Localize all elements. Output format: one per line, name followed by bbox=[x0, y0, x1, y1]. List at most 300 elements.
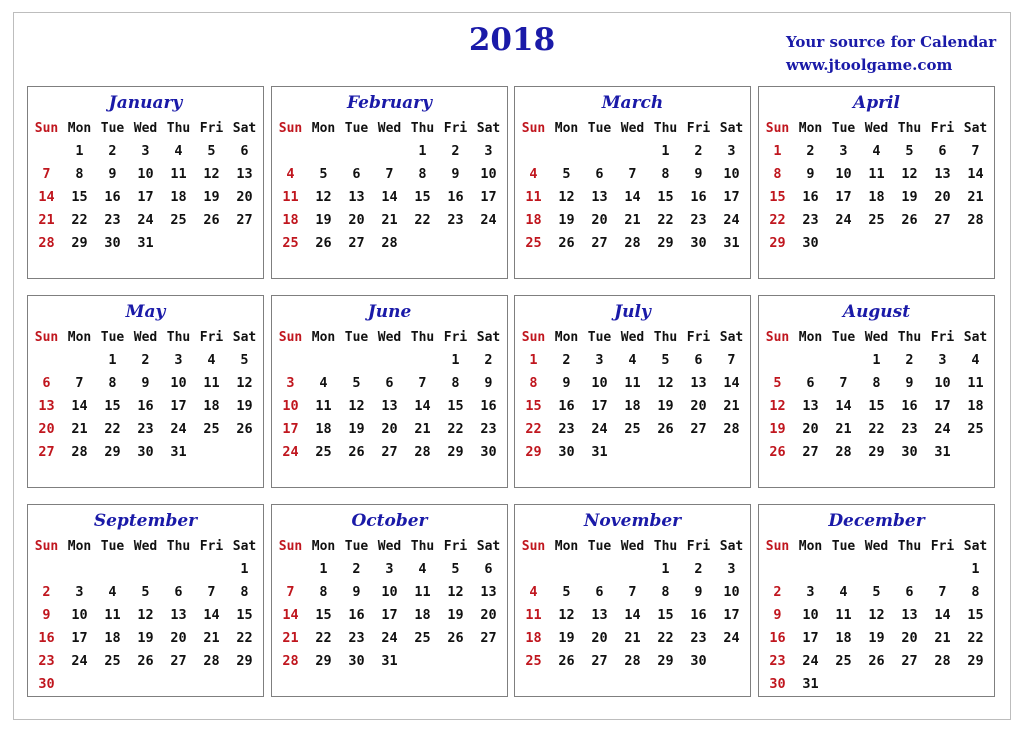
day-cell: 13 bbox=[690, 375, 707, 391]
empty-cell bbox=[827, 349, 860, 372]
weekday-header: Sun bbox=[765, 330, 790, 345]
day-cell: 2 bbox=[562, 352, 571, 368]
day-cell: 26 bbox=[236, 421, 253, 437]
day-cell: 23 bbox=[558, 421, 575, 437]
day-cell: 2 bbox=[352, 561, 361, 577]
empty-cell bbox=[162, 558, 195, 581]
day-cell: 1 bbox=[451, 352, 460, 368]
day-cell: 8 bbox=[319, 584, 328, 600]
weekday-header: Tue bbox=[100, 539, 125, 554]
day-cell: 1 bbox=[661, 143, 670, 159]
day-cell: 3 bbox=[141, 143, 150, 159]
source-website-link[interactable]: www.jtoolgame.com bbox=[786, 56, 953, 74]
day-cell: 13 bbox=[934, 166, 951, 182]
day-cell: 21 bbox=[381, 212, 398, 228]
day-cell: 14 bbox=[414, 398, 431, 414]
day-cell: 27 bbox=[934, 212, 951, 228]
day-cell: 7 bbox=[839, 375, 848, 391]
day-cell: 4 bbox=[971, 352, 980, 368]
empty-cell bbox=[794, 558, 827, 581]
month-june bbox=[271, 295, 508, 488]
month-grid bbox=[274, 535, 505, 673]
day-cell: 17 bbox=[381, 607, 398, 623]
day-cell: 9 bbox=[694, 584, 703, 600]
day-cell: 23 bbox=[104, 212, 121, 228]
month-name: June bbox=[367, 302, 412, 322]
day-cell: 24 bbox=[381, 630, 398, 646]
day-cell: 26 bbox=[447, 630, 464, 646]
day-cell: 15 bbox=[71, 189, 88, 205]
weekday-header: Wed bbox=[377, 330, 402, 345]
day-cell: 24 bbox=[591, 421, 608, 437]
empty-cell bbox=[307, 349, 340, 372]
day-cell: 17 bbox=[835, 189, 852, 205]
weekday-header: Sun bbox=[34, 330, 59, 345]
day-cell: 26 bbox=[315, 235, 332, 251]
day-cell: 10 bbox=[934, 375, 951, 391]
day-cell: 7 bbox=[75, 375, 84, 391]
day-cell: 10 bbox=[591, 375, 608, 391]
day-cell: 9 bbox=[806, 166, 815, 182]
day-cell: 3 bbox=[727, 143, 736, 159]
day-cell: 7 bbox=[42, 166, 51, 182]
day-cell: 1 bbox=[418, 143, 427, 159]
day-cell: 12 bbox=[868, 607, 885, 623]
day-cell: 22 bbox=[104, 421, 121, 437]
weekday-header: Sat bbox=[476, 539, 501, 554]
day-cell: 18 bbox=[203, 398, 220, 414]
day-cell: 20 bbox=[934, 189, 951, 205]
day-cell: 29 bbox=[525, 444, 542, 460]
day-cell: 4 bbox=[418, 561, 427, 577]
day-cell: 6 bbox=[938, 143, 947, 159]
day-cell: 13 bbox=[901, 607, 918, 623]
day-cell: 24 bbox=[723, 212, 740, 228]
day-cell: 28 bbox=[381, 235, 398, 251]
day-cell: 11 bbox=[624, 375, 641, 391]
day-cell: 22 bbox=[315, 630, 332, 646]
day-cell: 31 bbox=[137, 235, 154, 251]
day-cell: 21 bbox=[934, 630, 951, 646]
day-cell: 22 bbox=[657, 212, 674, 228]
day-cell: 29 bbox=[657, 235, 674, 251]
day-cell: 29 bbox=[657, 653, 674, 669]
day-cell: 22 bbox=[868, 421, 885, 437]
day-cell: 11 bbox=[868, 166, 885, 182]
day-cell: 8 bbox=[418, 166, 427, 182]
weekday-header: Mon bbox=[798, 539, 823, 554]
day-cell: 27 bbox=[802, 444, 819, 460]
day-cell: 30 bbox=[901, 444, 918, 460]
day-cell: 19 bbox=[769, 421, 786, 437]
month-grid bbox=[274, 117, 505, 255]
day-cell: 7 bbox=[385, 166, 394, 182]
month-name: August bbox=[842, 302, 911, 322]
day-cell: 13 bbox=[591, 607, 608, 623]
weekday-header: Fri bbox=[443, 330, 468, 345]
day-cell: 31 bbox=[170, 444, 187, 460]
day-cell: 16 bbox=[104, 189, 121, 205]
day-cell: 16 bbox=[558, 398, 575, 414]
weekday-header: Tue bbox=[831, 539, 856, 554]
day-cell: 5 bbox=[773, 375, 782, 391]
day-cell: 21 bbox=[967, 189, 984, 205]
day-cell: 24 bbox=[835, 212, 852, 228]
day-cell: 15 bbox=[315, 607, 332, 623]
weekday-header: Sat bbox=[719, 330, 744, 345]
empty-cell bbox=[550, 558, 583, 581]
day-cell: 28 bbox=[967, 212, 984, 228]
month-grid bbox=[761, 117, 992, 255]
weekday-header: Fri bbox=[199, 121, 224, 136]
empty-cell bbox=[96, 558, 129, 581]
day-cell: 27 bbox=[236, 212, 253, 228]
day-cell: 30 bbox=[104, 235, 121, 251]
day-cell: 18 bbox=[835, 630, 852, 646]
day-cell: 6 bbox=[240, 143, 249, 159]
day-cell: 4 bbox=[174, 143, 183, 159]
month-grid bbox=[30, 535, 261, 696]
day-cell: 16 bbox=[690, 607, 707, 623]
empty-cell bbox=[63, 558, 96, 581]
day-cell: 5 bbox=[352, 375, 361, 391]
day-cell: 1 bbox=[529, 352, 538, 368]
day-cell: 29 bbox=[315, 653, 332, 669]
day-cell: 31 bbox=[591, 444, 608, 460]
day-cell: 27 bbox=[901, 653, 918, 669]
day-cell: 14 bbox=[624, 189, 641, 205]
day-cell: 21 bbox=[203, 630, 220, 646]
weekday-header: Sat bbox=[232, 539, 257, 554]
month-april bbox=[758, 86, 995, 279]
day-cell: 25 bbox=[525, 653, 542, 669]
day-cell: 14 bbox=[835, 398, 852, 414]
day-cell: 22 bbox=[769, 212, 786, 228]
day-cell: 24 bbox=[802, 653, 819, 669]
day-cell: 15 bbox=[236, 607, 253, 623]
weekday-header: Sat bbox=[963, 330, 988, 345]
day-cell: 7 bbox=[418, 375, 427, 391]
day-cell: 13 bbox=[170, 607, 187, 623]
day-cell: 23 bbox=[690, 630, 707, 646]
day-cell: 23 bbox=[480, 421, 497, 437]
weekday-header: Thu bbox=[410, 330, 435, 345]
day-cell: 15 bbox=[967, 607, 984, 623]
day-cell: 26 bbox=[868, 653, 885, 669]
empty-cell bbox=[274, 558, 307, 581]
day-cell: 5 bbox=[240, 352, 249, 368]
day-cell: 17 bbox=[723, 607, 740, 623]
day-cell: 21 bbox=[624, 630, 641, 646]
weekday-header: Wed bbox=[377, 121, 402, 136]
month-november bbox=[514, 504, 751, 697]
month-name: July bbox=[614, 302, 651, 322]
day-cell: 9 bbox=[773, 607, 782, 623]
weekday-header: Wed bbox=[864, 539, 889, 554]
day-cell: 30 bbox=[690, 653, 707, 669]
day-cell: 23 bbox=[802, 212, 819, 228]
month-grid bbox=[517, 117, 748, 255]
day-cell: 5 bbox=[141, 584, 150, 600]
day-cell: 1 bbox=[661, 561, 670, 577]
day-cell: 25 bbox=[624, 421, 641, 437]
day-cell: 24 bbox=[170, 421, 187, 437]
day-cell: 16 bbox=[348, 607, 365, 623]
weekday-header: Thu bbox=[166, 330, 191, 345]
weekday-header: Thu bbox=[897, 121, 922, 136]
day-cell: 30 bbox=[769, 676, 786, 692]
day-cell: 9 bbox=[905, 375, 914, 391]
day-cell: 10 bbox=[282, 398, 299, 414]
day-cell: 29 bbox=[868, 444, 885, 460]
month-july bbox=[514, 295, 751, 488]
day-cell: 9 bbox=[562, 375, 571, 391]
month-grid bbox=[517, 326, 748, 464]
day-cell: 27 bbox=[480, 630, 497, 646]
weekday-header: Tue bbox=[100, 121, 125, 136]
weekday-header: Mon bbox=[554, 330, 579, 345]
day-cell: 25 bbox=[203, 421, 220, 437]
day-cell: 21 bbox=[414, 421, 431, 437]
day-cell: 4 bbox=[207, 352, 216, 368]
empty-cell bbox=[373, 140, 406, 163]
weekday-header: Wed bbox=[864, 330, 889, 345]
day-cell: 17 bbox=[591, 398, 608, 414]
day-cell: 11 bbox=[525, 607, 542, 623]
day-cell: 19 bbox=[236, 398, 253, 414]
month-grid bbox=[274, 326, 505, 464]
day-cell: 23 bbox=[769, 653, 786, 669]
day-cell: 12 bbox=[137, 607, 154, 623]
day-cell: 30 bbox=[690, 235, 707, 251]
source-tagline: Your source for Calendar bbox=[786, 33, 997, 51]
day-cell: 18 bbox=[525, 212, 542, 228]
weekday-header: Fri bbox=[443, 121, 468, 136]
day-cell: 27 bbox=[38, 444, 55, 460]
day-cell: 6 bbox=[385, 375, 394, 391]
day-cell: 16 bbox=[447, 189, 464, 205]
day-cell: 1 bbox=[240, 561, 249, 577]
day-cell: 22 bbox=[967, 630, 984, 646]
day-cell: 6 bbox=[174, 584, 183, 600]
day-cell: 5 bbox=[661, 352, 670, 368]
empty-cell bbox=[340, 349, 373, 372]
day-cell: 5 bbox=[319, 166, 328, 182]
day-cell: 19 bbox=[868, 630, 885, 646]
day-cell: 29 bbox=[236, 653, 253, 669]
weekday-header: Tue bbox=[831, 121, 856, 136]
weekday-header: Mon bbox=[798, 330, 823, 345]
day-cell: 2 bbox=[451, 143, 460, 159]
day-cell: 2 bbox=[694, 143, 703, 159]
day-cell: 1 bbox=[75, 143, 84, 159]
empty-cell bbox=[860, 558, 893, 581]
weekday-header: Mon bbox=[67, 539, 92, 554]
day-cell: 10 bbox=[802, 607, 819, 623]
day-cell: 7 bbox=[938, 584, 947, 600]
day-cell: 2 bbox=[141, 352, 150, 368]
day-cell: 10 bbox=[381, 584, 398, 600]
day-cell: 6 bbox=[42, 375, 51, 391]
day-cell: 23 bbox=[690, 212, 707, 228]
weekday-header: Mon bbox=[798, 121, 823, 136]
day-cell: 4 bbox=[319, 375, 328, 391]
empty-cell bbox=[373, 349, 406, 372]
day-cell: 21 bbox=[723, 398, 740, 414]
day-cell: 2 bbox=[42, 584, 51, 600]
day-cell: 8 bbox=[661, 584, 670, 600]
day-cell: 22 bbox=[657, 630, 674, 646]
day-cell: 10 bbox=[170, 375, 187, 391]
month-march bbox=[514, 86, 751, 279]
month-name: December bbox=[828, 511, 925, 531]
weekday-header: Mon bbox=[67, 121, 92, 136]
day-cell: 18 bbox=[414, 607, 431, 623]
day-cell: 27 bbox=[591, 653, 608, 669]
day-cell: 25 bbox=[414, 630, 431, 646]
empty-cell bbox=[761, 349, 794, 372]
day-cell: 3 bbox=[839, 143, 848, 159]
day-cell: 21 bbox=[835, 421, 852, 437]
day-cell: 4 bbox=[529, 584, 538, 600]
day-cell: 15 bbox=[657, 607, 674, 623]
empty-cell bbox=[30, 140, 63, 163]
day-cell: 12 bbox=[558, 189, 575, 205]
day-cell: 3 bbox=[938, 352, 947, 368]
day-cell: 21 bbox=[38, 212, 55, 228]
weekday-header: Sun bbox=[278, 121, 303, 136]
day-cell: 2 bbox=[694, 561, 703, 577]
day-cell: 12 bbox=[315, 189, 332, 205]
day-cell: 3 bbox=[385, 561, 394, 577]
day-cell: 14 bbox=[967, 166, 984, 182]
empty-cell bbox=[307, 140, 340, 163]
day-cell: 19 bbox=[315, 212, 332, 228]
day-cell: 25 bbox=[835, 653, 852, 669]
day-cell: 25 bbox=[315, 444, 332, 460]
weekday-header: Wed bbox=[620, 539, 645, 554]
day-cell: 14 bbox=[203, 607, 220, 623]
day-cell: 23 bbox=[38, 653, 55, 669]
day-cell: 12 bbox=[558, 607, 575, 623]
day-cell: 1 bbox=[872, 352, 881, 368]
day-cell: 25 bbox=[868, 212, 885, 228]
month-name: September bbox=[93, 511, 198, 531]
day-cell: 3 bbox=[286, 375, 295, 391]
day-cell: 29 bbox=[104, 444, 121, 460]
empty-cell bbox=[517, 140, 550, 163]
weekday-header: Tue bbox=[344, 121, 369, 136]
day-cell: 20 bbox=[690, 398, 707, 414]
day-cell: 28 bbox=[723, 421, 740, 437]
day-cell: 20 bbox=[480, 607, 497, 623]
day-cell: 9 bbox=[108, 166, 117, 182]
day-cell: 11 bbox=[104, 607, 121, 623]
day-cell: 10 bbox=[480, 166, 497, 182]
month-name: January bbox=[108, 93, 183, 113]
weekday-header: Fri bbox=[686, 539, 711, 554]
day-cell: 3 bbox=[174, 352, 183, 368]
weekday-header: Wed bbox=[133, 539, 158, 554]
empty-cell bbox=[340, 140, 373, 163]
day-cell: 28 bbox=[624, 235, 641, 251]
month-name: March bbox=[601, 93, 664, 113]
day-cell: 11 bbox=[835, 607, 852, 623]
day-cell: 18 bbox=[868, 189, 885, 205]
day-cell: 13 bbox=[591, 189, 608, 205]
day-cell: 22 bbox=[447, 421, 464, 437]
empty-cell bbox=[761, 558, 794, 581]
month-october bbox=[271, 504, 508, 697]
empty-cell bbox=[583, 558, 616, 581]
day-cell: 14 bbox=[624, 607, 641, 623]
day-cell: 28 bbox=[38, 235, 55, 251]
month-may bbox=[27, 295, 264, 488]
day-cell: 16 bbox=[480, 398, 497, 414]
empty-cell bbox=[274, 140, 307, 163]
day-cell: 25 bbox=[282, 235, 299, 251]
day-cell: 20 bbox=[591, 630, 608, 646]
day-cell: 20 bbox=[591, 212, 608, 228]
day-cell: 14 bbox=[71, 398, 88, 414]
day-cell: 25 bbox=[967, 421, 984, 437]
day-cell: 11 bbox=[525, 189, 542, 205]
weekday-header: Sat bbox=[476, 121, 501, 136]
month-name: May bbox=[125, 302, 166, 322]
weekday-header: Sat bbox=[963, 539, 988, 554]
day-cell: 20 bbox=[38, 421, 55, 437]
day-cell: 6 bbox=[694, 352, 703, 368]
weekday-header: Thu bbox=[410, 539, 435, 554]
day-cell: 24 bbox=[934, 421, 951, 437]
day-cell: 30 bbox=[38, 676, 55, 692]
weekday-header: Tue bbox=[344, 539, 369, 554]
day-cell: 23 bbox=[137, 421, 154, 437]
day-cell: 17 bbox=[802, 630, 819, 646]
day-cell: 19 bbox=[447, 607, 464, 623]
weekday-header: Mon bbox=[311, 330, 336, 345]
weekday-header: Sun bbox=[34, 121, 59, 136]
day-cell: 13 bbox=[348, 189, 365, 205]
weekday-header: Tue bbox=[344, 330, 369, 345]
day-cell: 1 bbox=[319, 561, 328, 577]
day-cell: 23 bbox=[901, 421, 918, 437]
day-cell: 19 bbox=[901, 189, 918, 205]
day-cell: 5 bbox=[207, 143, 216, 159]
day-cell: 1 bbox=[108, 352, 117, 368]
empty-cell bbox=[583, 140, 616, 163]
day-cell: 3 bbox=[727, 561, 736, 577]
weekday-header: Sun bbox=[521, 539, 546, 554]
month-grid bbox=[517, 535, 748, 673]
weekday-header: Fri bbox=[686, 330, 711, 345]
day-cell: 8 bbox=[240, 584, 249, 600]
day-cell: 26 bbox=[348, 444, 365, 460]
day-cell: 16 bbox=[769, 630, 786, 646]
empty-cell bbox=[406, 349, 439, 372]
day-cell: 12 bbox=[203, 166, 220, 182]
weekday-header: Thu bbox=[897, 330, 922, 345]
day-cell: 29 bbox=[769, 235, 786, 251]
day-cell: 11 bbox=[967, 375, 984, 391]
day-cell: 26 bbox=[558, 653, 575, 669]
empty-cell bbox=[616, 140, 649, 163]
day-cell: 8 bbox=[872, 375, 881, 391]
day-cell: 18 bbox=[315, 421, 332, 437]
day-cell: 2 bbox=[108, 143, 117, 159]
day-cell: 25 bbox=[170, 212, 187, 228]
day-cell: 23 bbox=[348, 630, 365, 646]
